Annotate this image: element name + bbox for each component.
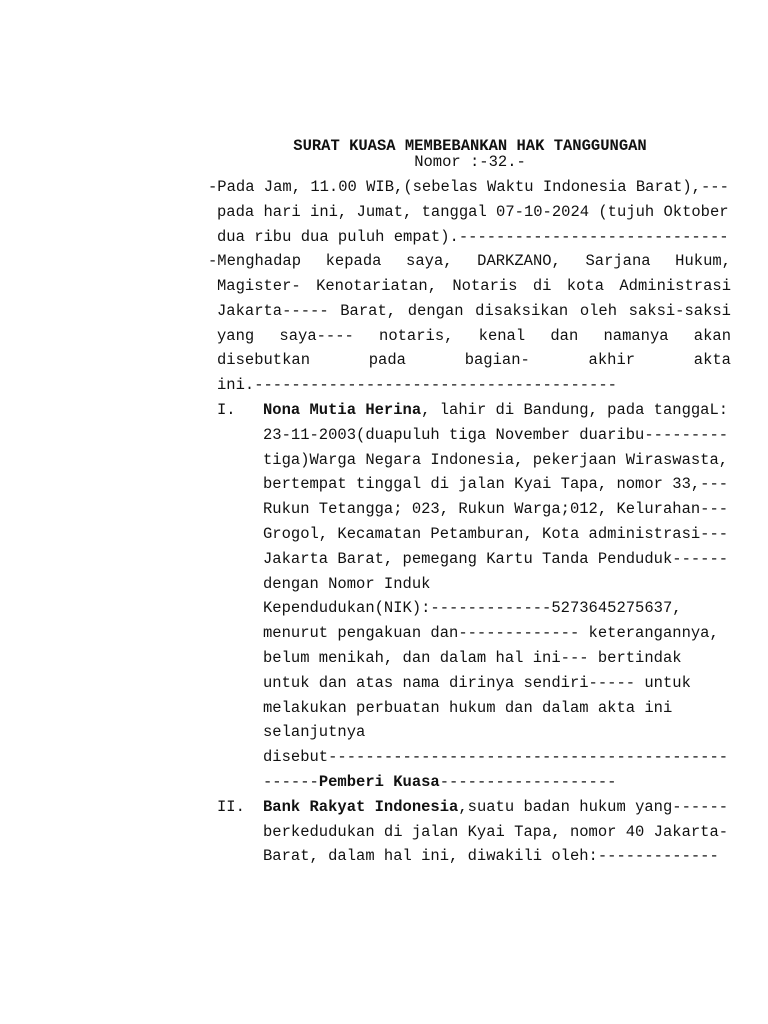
opening-line: -Pada Jam, 11.00 WIB,(sebelas Waktu Indonesia Barat),--- [208,178,729,196]
party-detail-line: berkedudukan di jalan Kyai Tapa, nomor 40 Jakarta- [263,823,729,841]
party-detail-line: 23-11-2003(duapuluh tiga November duaribu--------- [263,426,729,444]
role-suffix: ------------------- [439,773,617,791]
party-detail: , lahir di Bandung, pada tanggaL: [421,401,729,419]
party-detail-line: menurut pengakuan dan------------- keterangannya, [263,624,719,642]
party-numeral: I. [217,401,236,419]
party-detail-line: tiga)Warga Negara Indonesia, pekerjaan Wiraswasta, [263,451,729,469]
party-numeral: II. [217,798,245,816]
role-prefix: ------ [263,773,319,791]
party-detail-line: Kependudukan(NIK):-------------5273645275637, [263,599,682,617]
party-name: Nona Mutia Herina [263,401,422,419]
party-detail-line: Barat, dalam hal ini, diwakili oleh:------------- [263,847,719,865]
appearance-line: -Menghadap kepada saya, DARKZANO, Sarjana Hukum, [208,252,731,270]
party-role: Pemberi Kuasa [318,773,440,791]
party-detail-line: dengan Nomor Induk [263,575,431,593]
party-first-line [263,797,728,817]
party-detail-line: belum menikah, dan dalam hal ini--- bertindak [263,649,682,667]
appearance-line: yang saya---- notaris, kenal dan namanya akan [217,327,731,345]
party-detail-line: melakukan perbuatan hukum dan dalam akta ini [263,699,673,717]
opening-line: pada hari ini, Jumat, tanggal 07-10-2024 (tujuh Oktober [217,203,729,221]
document-title: SURAT KUASA MEMBEBANKAN HAK TANGGUNGAN [293,137,647,155]
party-detail-line: bertempat tinggal di jalan Kyai Tapa, nomor 33,--- [263,475,729,493]
appearance-line: Magister- Kenotariatan, Notaris di kota Administrasi [217,277,731,295]
party-detail-line: Jakarta Barat, pemegang Kartu Tanda Penduduk------ [263,550,729,568]
party-detail-line: disebut------------------------------------------- [263,748,729,766]
party-detail-line: selanjutnya [263,723,366,741]
appearance-line: Jakarta----- Barat, dengan disaksikan oleh saksi-saksi [217,302,731,320]
party-detail-line: untuk dan atas nama dirinya sendiri----- untuk [263,674,691,692]
party-detail: ,suatu badan hukum yang------ [458,798,729,816]
appearance-end-line: ini.--------------------------------------- [217,376,617,394]
party-detail-line: Rukun Tetangga; 023, Rukun Warga;012, Kelurahan--- [263,500,729,518]
party-first-line [263,400,728,420]
party-name: Bank Rakyat Indonesia [263,798,459,816]
document-number: Nomor :-32.- [414,153,526,171]
party-detail-line: Grogol, Kecamatan Petamburan, Kota administrasi--- [263,525,729,543]
party-role-line [263,772,616,792]
opening-line: dua ribu dua puluh empat).----------------------------- [217,228,729,246]
appearance-line: disebutkan pada bagian- akhir akta [217,351,731,369]
